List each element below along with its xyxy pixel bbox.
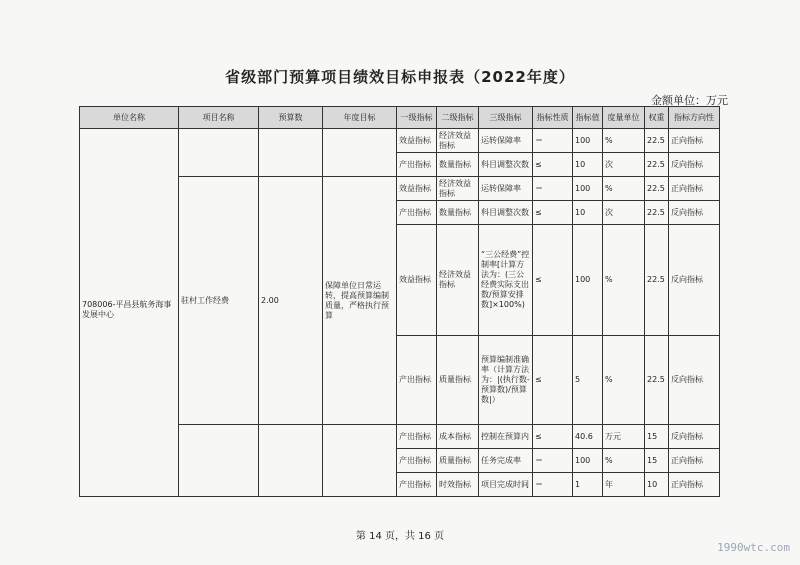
direction-cell: 正向指标 (669, 177, 720, 201)
level1-cell: 产出指标 (397, 201, 437, 225)
value-cell: 40.6 (573, 425, 603, 449)
nature-cell: ≤ (533, 336, 573, 425)
page-title: 省级部门预算项目绩效目标申报表（2022年度） (225, 68, 575, 86)
weight-cell: 15 (645, 425, 669, 449)
direction-cell: 正向指标 (669, 473, 720, 497)
level3-cell: 科目调整次数 (479, 153, 533, 177)
level2-cell: 经济效益指标 (437, 177, 479, 201)
budget-cell-empty (259, 129, 323, 177)
measure-unit-cell: % (603, 129, 645, 153)
direction-cell: 反向指标 (669, 425, 720, 449)
nature-cell: ≤ (533, 225, 573, 336)
measure-unit-cell: 年 (603, 473, 645, 497)
header-cell: 单位名称 (80, 107, 179, 129)
value-cell: 100 (573, 129, 603, 153)
nature-cell: ≤ (533, 425, 573, 449)
level3-cell: 运转保障率 (479, 177, 533, 201)
amount-unit-label: 金额单位：万元 (651, 94, 728, 107)
direction-cell: 正向指标 (669, 449, 720, 473)
value-cell: 100 (573, 177, 603, 201)
weight-cell: 22.5 (645, 153, 669, 177)
header-cell: 指标性质 (533, 107, 573, 129)
level2-cell: 数量指标 (437, 201, 479, 225)
annual-goal-cell: 保障单位日常运转，提高预算编制质量，严格执行预算 (323, 177, 397, 425)
level1-cell: 产出指标 (397, 473, 437, 497)
goal-cell-empty (323, 129, 397, 177)
level3-cell: 预算编制准确率（计算方法为：|(执行数-预算数)/预算数|） (479, 336, 533, 425)
measure-unit-cell: % (603, 336, 645, 425)
value-cell: 5 (573, 336, 603, 425)
level2-cell: 经济效益指标 (437, 225, 479, 336)
value-cell: 100 (573, 449, 603, 473)
weight-cell: 22.5 (645, 129, 669, 153)
level3-cell: 科目调整次数 (479, 201, 533, 225)
level3-cell: 控制在预算内 (479, 425, 533, 449)
level1-cell: 产出指标 (397, 449, 437, 473)
level1-cell: 产出指标 (397, 153, 437, 177)
unit-name-cell: 708006-平昌县航务海事发展中心 (80, 129, 179, 497)
header-cell: 度量单位 (603, 107, 645, 129)
level2-cell: 数量指标 (437, 153, 479, 177)
level1-cell: 产出指标 (397, 425, 437, 449)
level1-cell: 效益指标 (397, 225, 437, 336)
measure-unit-cell: % (603, 225, 645, 336)
nature-cell: ＝ (533, 177, 573, 201)
level1-cell: 产出指标 (397, 336, 437, 425)
measure-unit-cell: 万元 (603, 425, 645, 449)
header-cell: 指标方向性 (669, 107, 720, 129)
weight-cell: 22.5 (645, 336, 669, 425)
project-name-cell-empty (179, 425, 259, 497)
level1-cell: 效益指标 (397, 129, 437, 153)
budget-cell-empty (259, 425, 323, 497)
header-cell: 权重 (645, 107, 669, 129)
nature-cell: ＝ (533, 129, 573, 153)
level2-cell: 成本指标 (437, 425, 479, 449)
weight-cell: 15 (645, 449, 669, 473)
measure-unit-cell: 次 (603, 201, 645, 225)
nature-cell: ＝ (533, 449, 573, 473)
weight-cell: 22.5 (645, 177, 669, 201)
level2-cell: 时效指标 (437, 473, 479, 497)
weight-cell: 22.5 (645, 225, 669, 336)
direction-cell: 反向指标 (669, 153, 720, 177)
goal-cell-empty (323, 425, 397, 497)
watermark: 1990wtc.com (717, 541, 790, 554)
level3-cell: 运转保障率 (479, 129, 533, 153)
header-cell: 年度目标 (323, 107, 397, 129)
weight-cell: 10 (645, 473, 669, 497)
level3-cell: 项目完成时间 (479, 473, 533, 497)
table-row (80, 129, 720, 153)
project-name-cell: 驻村工作经费 (179, 177, 259, 425)
page-footer: 第 14 页，共 16 页 (355, 531, 445, 542)
level2-cell: 质量指标 (437, 449, 479, 473)
value-cell: 10 (573, 201, 603, 225)
header-cell: 项目名称 (179, 107, 259, 129)
header-cell: 一级指标 (397, 107, 437, 129)
header-cell: 指标值 (573, 107, 603, 129)
direction-cell: 正向指标 (669, 129, 720, 153)
measure-unit-cell: % (603, 449, 645, 473)
direction-cell: 反向指标 (669, 336, 720, 425)
value-cell: 100 (573, 225, 603, 336)
measure-unit-cell: % (603, 177, 645, 201)
header-cell: 三级指标 (479, 107, 533, 129)
value-cell: 1 (573, 473, 603, 497)
nature-cell: ≤ (533, 201, 573, 225)
performance-table (79, 106, 720, 497)
level3-cell: 任务完成率 (479, 449, 533, 473)
table-header-row (80, 107, 720, 129)
nature-cell: ＝ (533, 473, 573, 497)
budget-cell: 2.00 (259, 177, 323, 425)
level2-cell: 经济效益指标 (437, 129, 479, 153)
header-cell: 二级指标 (437, 107, 479, 129)
measure-unit-cell: 次 (603, 153, 645, 177)
weight-cell: 22.5 (645, 201, 669, 225)
project-name-cell-empty (179, 129, 259, 177)
header-cell: 预算数 (259, 107, 323, 129)
direction-cell: 反向指标 (669, 225, 720, 336)
level2-cell: 质量指标 (437, 336, 479, 425)
level3-cell: “三公经费”控制率[计算方法为：(三公经费实际支出数/预算安排数]×100%) (479, 225, 533, 336)
direction-cell: 反向指标 (669, 201, 720, 225)
nature-cell: ≤ (533, 153, 573, 177)
value-cell: 10 (573, 153, 603, 177)
level1-cell: 效益指标 (397, 177, 437, 201)
